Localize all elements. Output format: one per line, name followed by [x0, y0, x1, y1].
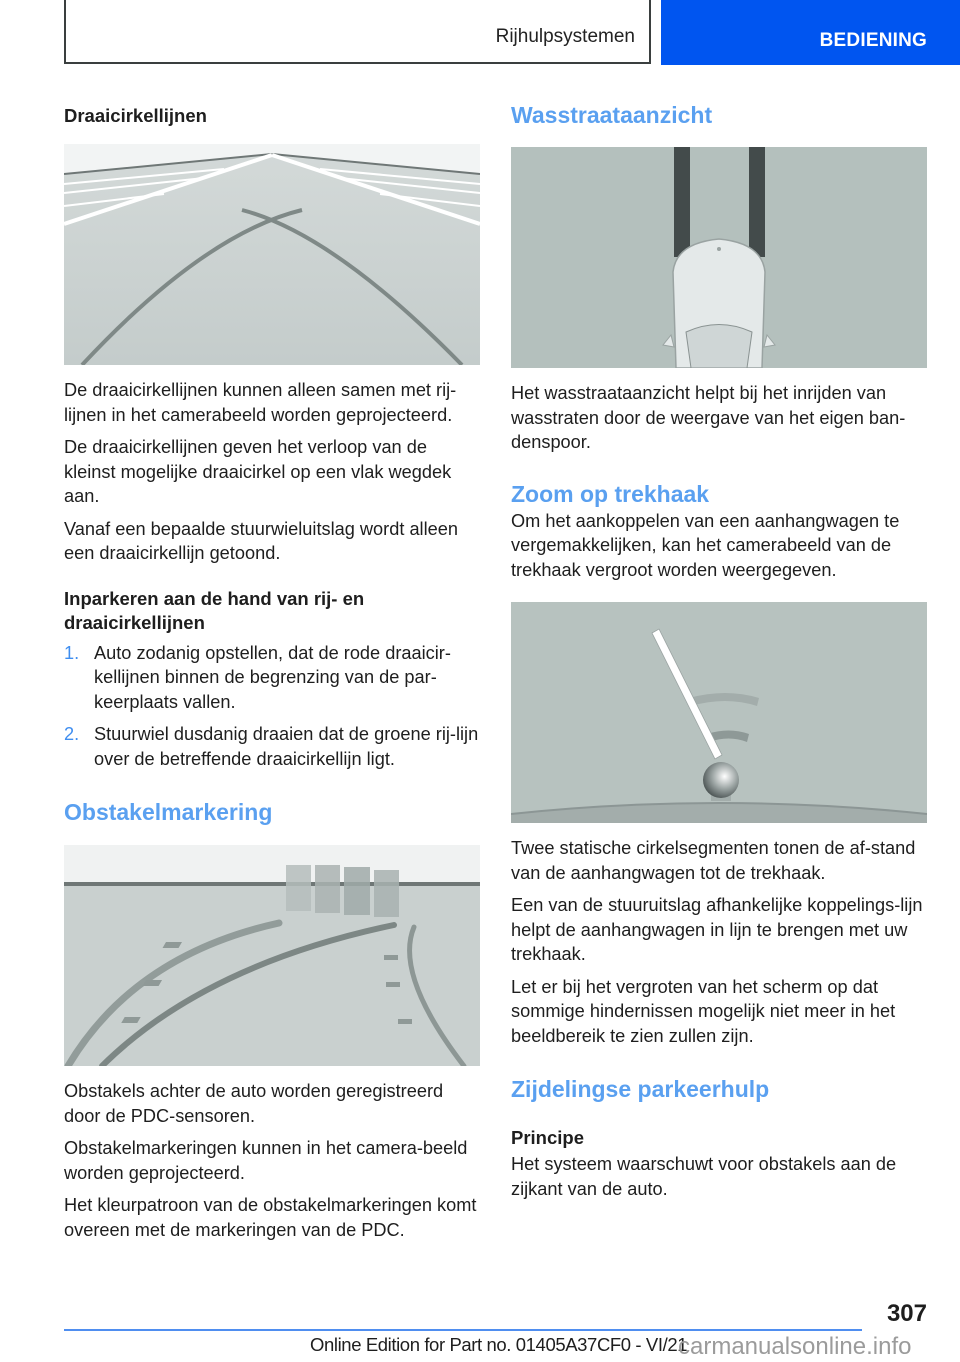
subheading-parking-procedure: Inparkeren aan de hand van rij- en draaicirkellijnen	[64, 587, 365, 633]
left-column	[64, 104, 482, 1242]
step-text: Stuurwiel dusdanig draaien dat de groene rij-lijn over de betreffende draaicirkellijn ligt.	[94, 724, 479, 769]
paragraph: Het kleurpatroon van de obstakelmarkeringen komt overeen met de markeringen van de PDC.	[64, 1195, 477, 1240]
subheading-principle: Principe	[511, 1127, 584, 1148]
step-number: 2.	[64, 724, 80, 744]
section-heading-hitch-zoom: Zoom op trekhaak	[511, 480, 710, 507]
footer-divider	[64, 1329, 862, 1331]
paragraph: Een van de stuuruitslag afhankelijke koppelings-lijn helpt de aanhangwagen in lijn te brengen met uw trekhaak.	[511, 895, 923, 964]
subheading-turning-lines: Draaicirkellijnen	[64, 105, 207, 126]
section-tab[interactable]	[661, 0, 960, 65]
paragraph: Obstakelmarkeringen kunnen in het camera-beeld worden geprojecteerd.	[64, 1138, 468, 1183]
section-heading-side-parking-assist: Zijdelingse parkeerhulp	[511, 1076, 770, 1102]
paragraph: De draaicirkellijnen kunnen alleen samen met rij-lijnen in het camerabeeld worden geprojecteerd.	[64, 380, 457, 425]
right-column	[511, 100, 929, 1201]
page-number: 307	[886, 1300, 927, 1327]
step-number: 1.	[64, 642, 80, 663]
watermark-link[interactable]: carmanualsonline.info	[678, 1333, 912, 1360]
obstacle-marking-figure	[64, 845, 480, 1066]
header-chapter-box	[64, 0, 651, 64]
paragraph: Obstakels achter de auto worden geregistreerd door de PDC-sensoren.	[64, 1081, 444, 1126]
list-item	[64, 722, 482, 771]
section-heading-obstacle-marking: Obstakelmarkering	[64, 799, 273, 825]
chapter-title: Rijhulpsystemen	[495, 26, 635, 47]
paragraph: Vanaf een bepaalde stuurwieluitslag wordt alleen een draaicirkellijn getoond.	[64, 518, 458, 563]
steps-list	[64, 641, 482, 772]
paragraph: Het systeem waarschuwt voor obstakels aan de zijkant van de auto.	[511, 1154, 897, 1199]
turning-circle-lines-figure	[64, 144, 480, 365]
paragraph: Let er bij het vergroten van het scherm op dat sommige hindernissen mogelijk niet meer in het beeldbereik te zien zullen zijn.	[511, 976, 896, 1046]
car-wash-view-figure	[511, 147, 927, 368]
paragraph: Het wasstraataanzicht helpt bij het inrijden van wasstraten door de weergave van het eigen ban-denspoor.	[511, 383, 906, 452]
step-text: Auto zodanig opstellen, dat de rode draaicir-kellijnen binnen de begrenzing van de par-keerplaats vallen.	[94, 642, 451, 712]
paragraph: Twee statische cirkelsegmenten tonen de af-stand van de aanhangwagen tot de trekhaak.	[511, 838, 916, 883]
section-heading-car-wash-view: Wasstraataanzicht	[511, 102, 713, 128]
list-item	[64, 641, 482, 715]
tow-hitch-zoom-figure	[511, 602, 927, 823]
paragraph: De draaicirkellijnen geven het verloop van de kleinst mogelijke draaicirkel op een vlak wegdek aan.	[64, 437, 452, 506]
edition-info: Online Edition for Part no. 01405A37CF0 - VI/21	[310, 1334, 688, 1355]
paragraph: Om het aankoppelen van een aanhangwagen te vergemakkelijken, kan het camerabeeld van de trekhaak vergroot worden weergegeven.	[511, 510, 900, 580]
section-tab-label: BEDIENING	[819, 30, 927, 51]
